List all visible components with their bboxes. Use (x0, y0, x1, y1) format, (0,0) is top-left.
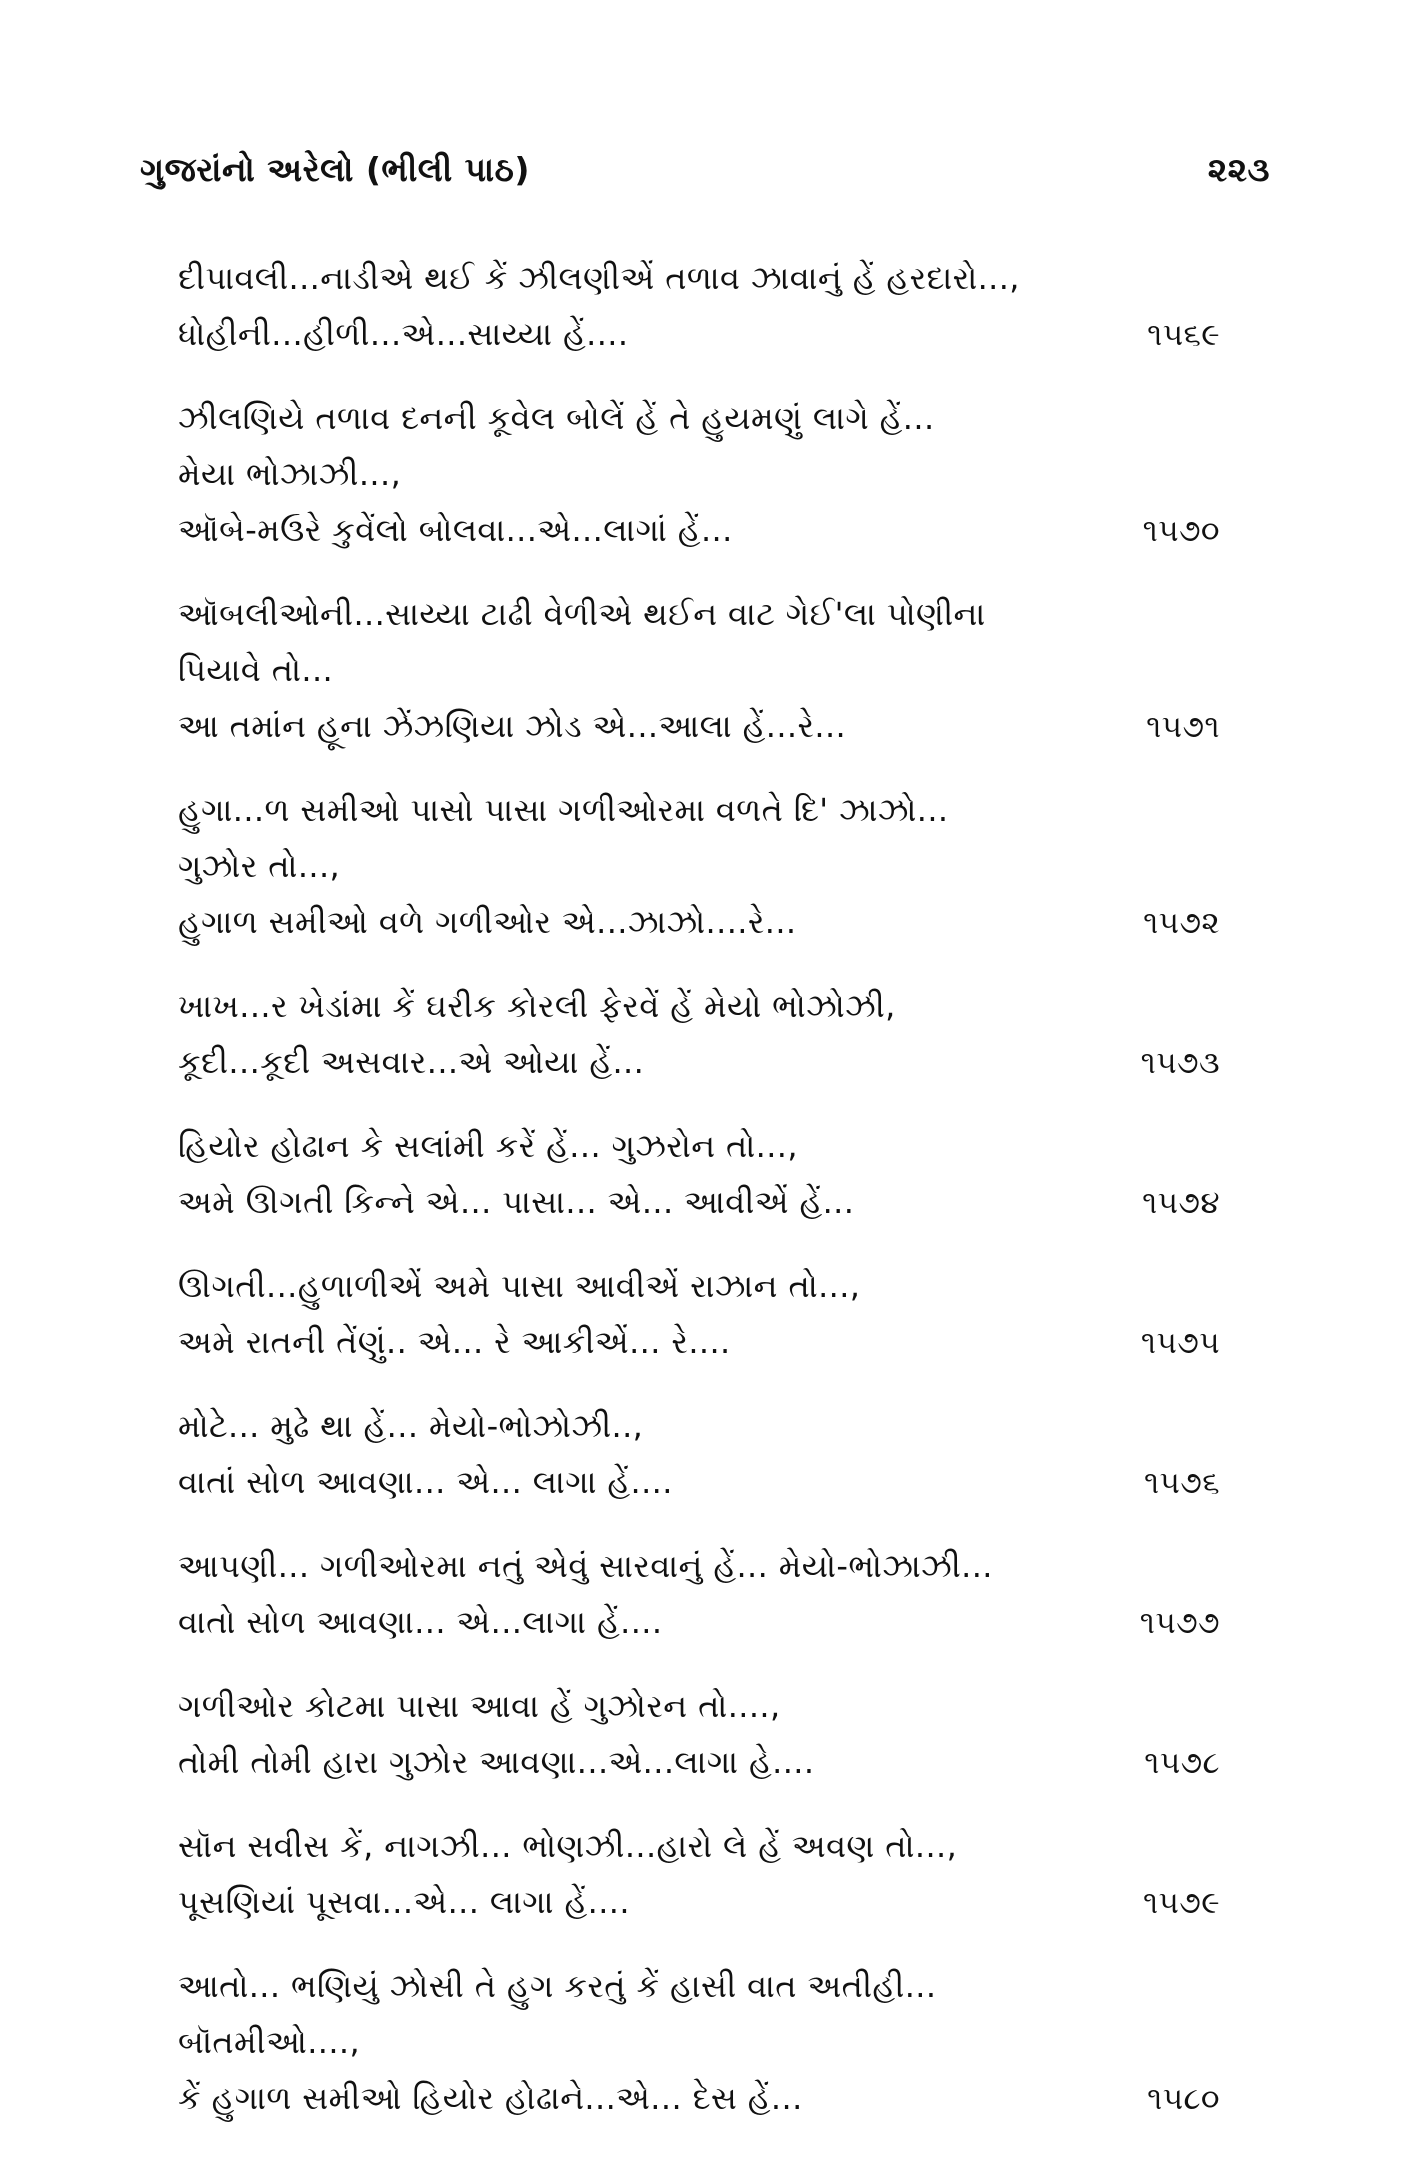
verse-block (178, 1258, 1228, 1371)
verse-line: ધોહીની...હીળી...એ...સાય્યા હેં.... (178, 315, 629, 353)
verse-line: હિયોર હોઢાન કે સલાંમી કરેં હેં... ગુઝરોન તો..., (178, 1127, 798, 1165)
verse-line: મેયા ભોઝાઝી..., (178, 455, 402, 493)
verse-line-row (178, 1594, 1228, 1651)
verse-line: અમે રાતની તેંણું.. એ... રે આકીએં... રે.... (178, 1323, 731, 1361)
running-header (140, 150, 1270, 190)
verse-number: ૧૫૬૯ (1147, 317, 1220, 353)
verse-line-row (178, 586, 1228, 642)
verse-line: ઑબલીઓની...સાય્યા ટાઢી વેળીએ થઈન વાટ ગેઈ'લા પોણીના (178, 595, 986, 633)
verse-line-row (178, 250, 1228, 306)
verse-line: ખાખ...ર ખેડાંમા કેં ઘરીક કોરલી ફેરવેં હેં મેયો ભોઝોઝી, (178, 987, 896, 1025)
verse-line-row (178, 1398, 1228, 1454)
verse-block (178, 1958, 1228, 2127)
verse-line: વાતો સોળ આવણા... એ...લાગા હેં.... (178, 1603, 663, 1641)
verse-block (178, 1678, 1228, 1791)
verse-number: ૧૫૭૧ (1146, 709, 1220, 745)
verse-line: મોટે... મુઢે થા હેં... મેયો-ભોઝોઝી.., (178, 1407, 644, 1445)
verse-line-row (178, 698, 1228, 755)
verse-line-row (178, 2070, 1228, 2127)
verse-line-row (178, 1678, 1228, 1734)
verse-line-row (178, 1314, 1228, 1371)
verse-line: કેં હુગાળ સમીઓ હિયોર હોઢાને...એ... દેસ હેં... (178, 2079, 803, 2117)
verse-number: ૧૫૭૭ (1139, 1605, 1220, 1641)
verse-line-row (178, 894, 1228, 951)
verse-line: ઑબે-મઉરે કુવેંલો બોલવા...એ...લાગાં હેં... (178, 511, 733, 549)
verse-number: ૧૫૭૪ (1142, 1185, 1220, 1221)
verse-number: ૧૫૮૦ (1147, 2081, 1220, 2117)
verse-number: ૧૫૭૮ (1144, 1745, 1220, 1781)
verse-line: ઝીલણિયે તળાવ દનની કૂવેલ બોલેં હેં તે હુયમણું લાગે હેં... (178, 399, 935, 437)
verse-line: દીપાવલી...નાડીએ થઈ કેં ઝીલણીએં તળાવ ઝાવાનું હેં હરદારો..., (178, 259, 1020, 297)
verse-number: ૧૫૭૦ (1142, 513, 1220, 549)
verse-line: હુગાળ સમીઓ વળે ગળીઓર એ...ઝાઝો....રે... (178, 903, 797, 941)
verse-line: બૉતમીઓ...., (178, 2023, 361, 2061)
verse-line: આ તમાંન હૂના ઝેંઝણિયા ઝોડ એ...આલા હેં...રે... (178, 707, 847, 745)
verse-block (178, 586, 1228, 755)
verse-block (178, 1538, 1228, 1651)
verse-block (178, 390, 1228, 559)
verse-line-row (178, 390, 1228, 446)
verse-line: પૂસણિયાં પૂસવા...એ... લાગા હેં.... (178, 1883, 630, 1921)
verse-line: ગળીઓર કોટમા પાસા આવા હેં ગુઝોરન તો...., (178, 1687, 781, 1725)
verse-line: કૂદી...કૂદી અસવાર...એ ઓયા હેં... (178, 1043, 645, 1081)
verse-line: પિયાવે તો... (178, 651, 334, 689)
verse-line: સૉન સવીસ કેં, નાગઝી... ભોણઝી...હારો લે હેં અવણ તો..., (178, 1827, 958, 1865)
verse-line: ગુઝોર તો..., (178, 847, 341, 885)
verse-list (178, 250, 1228, 2154)
verse-line: આપણી... ગળીઓરમા નતું એવું સારવાનું હેં... મેયો-ભોઝાઝી... (178, 1547, 993, 1585)
verse-line-row (178, 502, 1228, 559)
verse-line: આતો... ભણિયું ઝોસી તે હુગ કરતું કેં હાસી વાત અતીહી... (178, 1967, 937, 2005)
verse-line: વાતાં સોળ આવણા... એ... લાગા હેં.... (178, 1463, 673, 1501)
verse-block (178, 1818, 1228, 1931)
verse-line-row (178, 2014, 1228, 2070)
verse-line-row (178, 446, 1228, 502)
verse-line: ઊગતી...હુળાળીએં અમે પાસા આવીએં રાઝાન તો..., (178, 1267, 861, 1305)
verse-line-row (178, 1538, 1228, 1594)
verse-number: ૧૫૭૩ (1140, 1045, 1220, 1081)
chapter-title: ગુજરાંનો અરેલો (ભીલી પાઠ) (140, 150, 530, 189)
verse-block (178, 782, 1228, 951)
verse-line-row (178, 782, 1228, 838)
verse-line-row (178, 1034, 1228, 1091)
verse-line-row (178, 642, 1228, 698)
verse-block (178, 978, 1228, 1091)
verse-number: ૧૫૭૨ (1143, 905, 1220, 941)
page-number: ૨૨૩ (1207, 150, 1270, 189)
verse-line-row (178, 978, 1228, 1034)
verse-number: ૧૫૭૫ (1140, 1325, 1220, 1361)
verse-line-row (178, 1454, 1228, 1511)
verse-line-row (178, 1734, 1228, 1791)
verse-line-row (178, 1874, 1228, 1931)
verse-block (178, 250, 1228, 363)
verse-line-row (178, 838, 1228, 894)
verse-line-row (178, 1818, 1228, 1874)
verse-number: ૧૫૭૬ (1143, 1465, 1220, 1501)
verse-line-row (178, 306, 1228, 363)
verse-line-row (178, 1958, 1228, 2014)
verse-line: હુગા...ળ સમીઓ પાસો પાસા ગળીઓરમા વળતે દિ' ઝાઝો... (178, 791, 949, 829)
verse-block (178, 1118, 1228, 1231)
verse-line-row (178, 1258, 1228, 1314)
verse-line-row (178, 1118, 1228, 1174)
verse-line: અમે ઊગતી કિન્ને એ... પાસા... એ... આવીએં હેં... (178, 1183, 855, 1221)
verse-line-row (178, 1174, 1228, 1231)
verse-line: તોમી તોમી હારા ગુઝોર આવણા...એ...લાગા હે.... (178, 1743, 815, 1781)
verse-block (178, 1398, 1228, 1511)
verse-number: ૧૫૭૯ (1142, 1885, 1220, 1921)
